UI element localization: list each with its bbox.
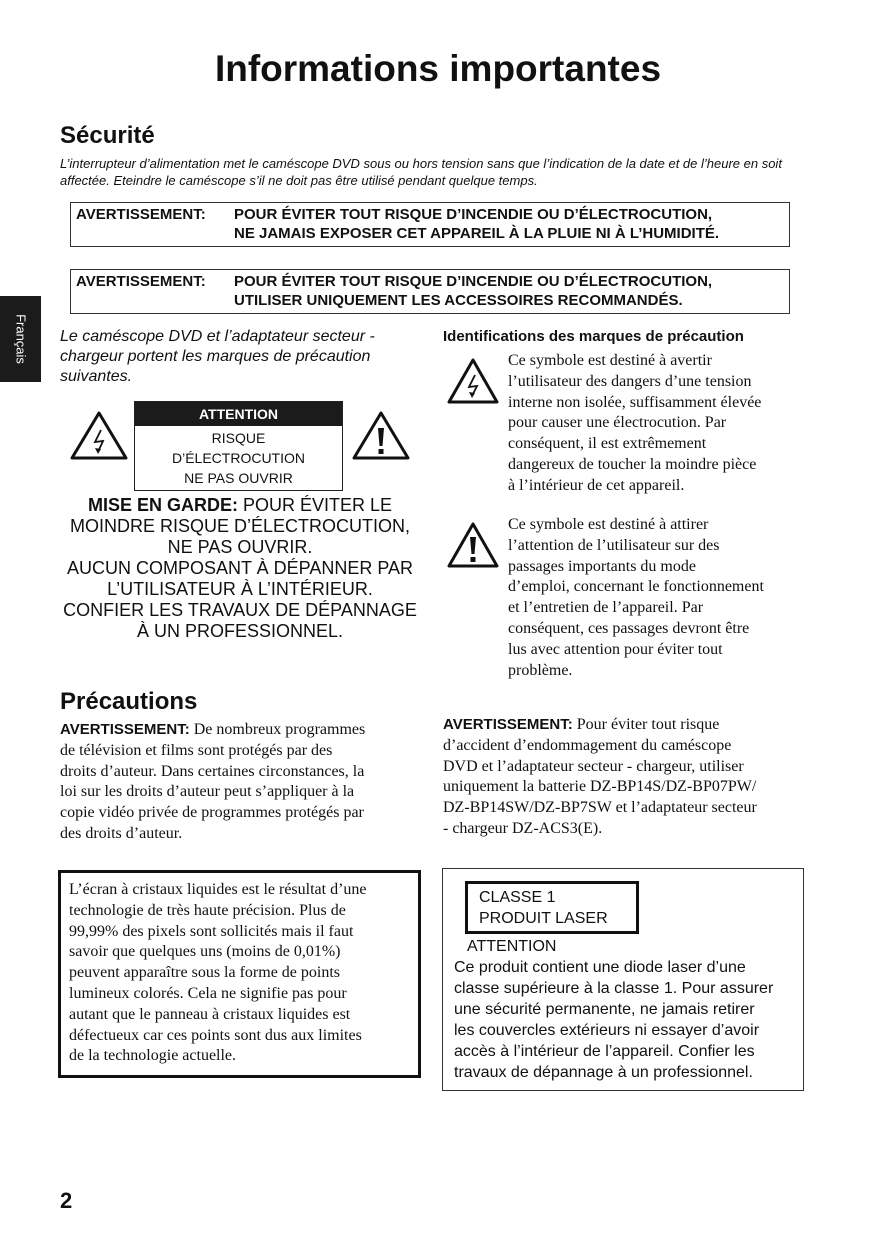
warning-label: AVERTISSEMENT: xyxy=(76,206,206,223)
text-line: uniquement la batterie DZ-BP14S/DZ-BP07PW/ xyxy=(443,778,757,796)
mise-en-garde xyxy=(55,495,425,642)
text-line: défectueux car ces points sont dus aux limites xyxy=(69,1026,362,1044)
lcd-note-box xyxy=(58,870,421,1078)
warning-label: AVERTISSEMENT: xyxy=(60,721,190,738)
text-line: autant que le panneau à cristaux liquides est xyxy=(69,1005,351,1023)
warning-line: POUR ÉVITER TOUT RISQUE D’INCENDIE OU D’ÉLECTROCUTION, xyxy=(234,273,713,290)
text-line: Ce produit contient une diode laser d’une xyxy=(454,959,746,976)
battery-warning xyxy=(443,715,808,840)
marks-intro: Le caméscope DVD et l’adaptateur secteur - chargeur portent les marques de précaution suivantes. xyxy=(60,328,375,385)
mise-en-garde-line: L’UTILISATEUR À L’INTÉRIEUR. xyxy=(107,579,373,599)
warning-box-rain xyxy=(70,202,790,247)
text-line: problème. xyxy=(508,661,573,679)
mise-en-garde-line: NE PAS OUVRIR. xyxy=(167,537,313,557)
text-line: Pour éviter tout risque xyxy=(572,716,720,733)
page-number: 2 xyxy=(60,1188,73,1213)
text-line: 99,99% des pixels sont sollicités mais il faut xyxy=(69,922,354,940)
warning-label: AVERTISSEMENT: xyxy=(443,716,573,733)
mise-en-garde-line: À UN PROFESSIONNEL. xyxy=(136,621,344,641)
text-line: peuvent apparaître sous la forme de points xyxy=(69,964,341,982)
text-line: Ce symbole est destiné à avertir xyxy=(508,352,712,369)
text-line: Ce symbole est destiné à attirer xyxy=(508,516,709,533)
text-line: technologie de très haute précision. Plus de xyxy=(69,901,346,919)
text-line: - chargeur DZ-ACS3(E). xyxy=(443,819,603,837)
identifications-heading: Identifications des marques de précaution xyxy=(443,328,744,345)
text-line: une sécurité permanente, ne jamais retirer xyxy=(454,1001,755,1018)
lightning-symbol-description xyxy=(508,351,808,497)
text-line: savoir que quelques uns (moins de 0,01%) xyxy=(69,943,341,961)
warning-line: NE JAMAIS EXPOSER CET APPAREIL À LA PLUIE NI À L’HUMIDITÉ. xyxy=(234,225,720,242)
mise-en-garde-line: CONFIER LES TRAVAUX DE DÉPANNAGE xyxy=(63,600,417,620)
text-line: lus avec attention pour éviter tout xyxy=(508,640,723,658)
language-tab-label: Français xyxy=(13,314,28,364)
laser-class-line: CLASSE 1 xyxy=(479,889,556,906)
lightning-warning-icon xyxy=(70,410,128,460)
text-line: et l’entretien de l’appareil. Par xyxy=(508,599,704,617)
text-line: l’utilisateur des dangers d’une tension xyxy=(508,372,752,390)
text-line: conséquent, il est extrêmement xyxy=(508,435,707,453)
exclamation-symbol-description xyxy=(508,515,808,681)
lightning-warning-icon xyxy=(447,357,499,405)
securite-intro: L’interrupteur d’alimentation met le caméscope DVD sous ou hors tension sans que l’indication de la date et de l’heure en soit affectée. Eteindre le caméscope s’il ne doit pas être utilisé pendant quelque temps. xyxy=(60,156,782,188)
text-line: copie vidéo privée de programmes protégés par xyxy=(60,804,364,822)
text-line: conséquent, ces passages devront être xyxy=(508,619,750,637)
laser-class-label xyxy=(465,881,639,934)
mise-en-garde-line: AUCUN COMPOSANT À DÉPANNER PAR xyxy=(66,558,414,578)
laser-class-line: PRODUIT LASER xyxy=(479,910,608,927)
text-line: les couvercles extérieurs ni essayer d’avoir xyxy=(454,1022,760,1039)
text-line: de la technologie actuelle. xyxy=(69,1047,237,1065)
laser-notice-box xyxy=(442,868,804,1091)
mise-en-garde-lead: MISE EN GARDE: xyxy=(87,495,238,515)
text-line: passages importants du mode xyxy=(508,557,696,575)
text-line: lumineux colorés. Cela ne signifie pas pour xyxy=(69,984,347,1002)
language-tab xyxy=(0,296,41,382)
text-line: DVD et l’adaptateur secteur - chargeur, utiliser xyxy=(443,757,744,775)
text-line: de télévision et films sont protégés par des xyxy=(60,741,333,759)
text-line: pour causer une électrocution. Par xyxy=(508,414,727,432)
attention-label-head: ATTENTION xyxy=(135,402,342,426)
page-title: Informations importantes xyxy=(214,48,662,89)
exclamation-warning-icon xyxy=(447,521,499,569)
attention-label-line: D’ÉLECTROCUTION xyxy=(171,450,305,466)
text-line: classe supérieure à la classe 1. Pour assurer xyxy=(454,980,774,997)
text-line: à l’intérieur de cet appareil. xyxy=(508,476,685,494)
text-line: interne non isolée, suffisamment élevée xyxy=(508,393,762,411)
text-line: De nombreux programmes xyxy=(189,721,366,738)
warning-line: UTILISER UNIQUEMENT LES ACCESSOIRES RECOMMANDÉS. xyxy=(234,292,683,309)
attention-label-line: RISQUE xyxy=(211,430,266,446)
securite-heading: Sécurité xyxy=(60,122,155,149)
text-line: DZ-BP14SW/DZ-BP7SW et l’adaptateur secteur xyxy=(443,799,757,817)
warning-label: AVERTISSEMENT: xyxy=(76,273,206,290)
laser-notice-text xyxy=(454,957,799,1083)
text-line: accès à l’intérieur de l’appareil. Confier les xyxy=(454,1043,755,1060)
text-line: droits d’auteur. Dans certaines circonstances, la xyxy=(60,762,365,780)
exclamation-warning-icon xyxy=(352,410,410,460)
text-line: L’écran à cristaux liquides est le résultat d’une xyxy=(69,881,367,898)
text-line: des droits d’auteur. xyxy=(60,824,183,842)
text-line: dangereux de toucher la moindre pièce xyxy=(508,455,757,473)
warning-box-accessories xyxy=(70,269,790,314)
text-line: d’accident d’endommagement du caméscope xyxy=(443,736,732,754)
mise-en-garde-line: POUR ÉVITER LE xyxy=(242,495,393,515)
precautions-heading: Précautions xyxy=(60,688,198,715)
laser-attention: ATTENTION xyxy=(467,938,557,955)
attention-label xyxy=(134,401,343,491)
mise-en-garde-line: MOINDRE RISQUE D’ÉLECTROCUTION, xyxy=(69,516,411,536)
text-line: loi sur les droits d’auteur peut s’appliquer à la xyxy=(60,783,355,801)
copyright-warning xyxy=(60,720,420,845)
attention-label-line: NE PAS OUVRIR xyxy=(184,470,293,486)
warning-line: POUR ÉVITER TOUT RISQUE D’INCENDIE OU D’ÉLECTROCUTION, xyxy=(234,206,713,223)
text-line: travaux de dépannage à un professionnel. xyxy=(454,1064,753,1081)
text-line: l’attention de l’utilisateur sur des xyxy=(508,536,720,554)
text-line: d’emploi, concernant le fonctionnement xyxy=(508,578,764,596)
